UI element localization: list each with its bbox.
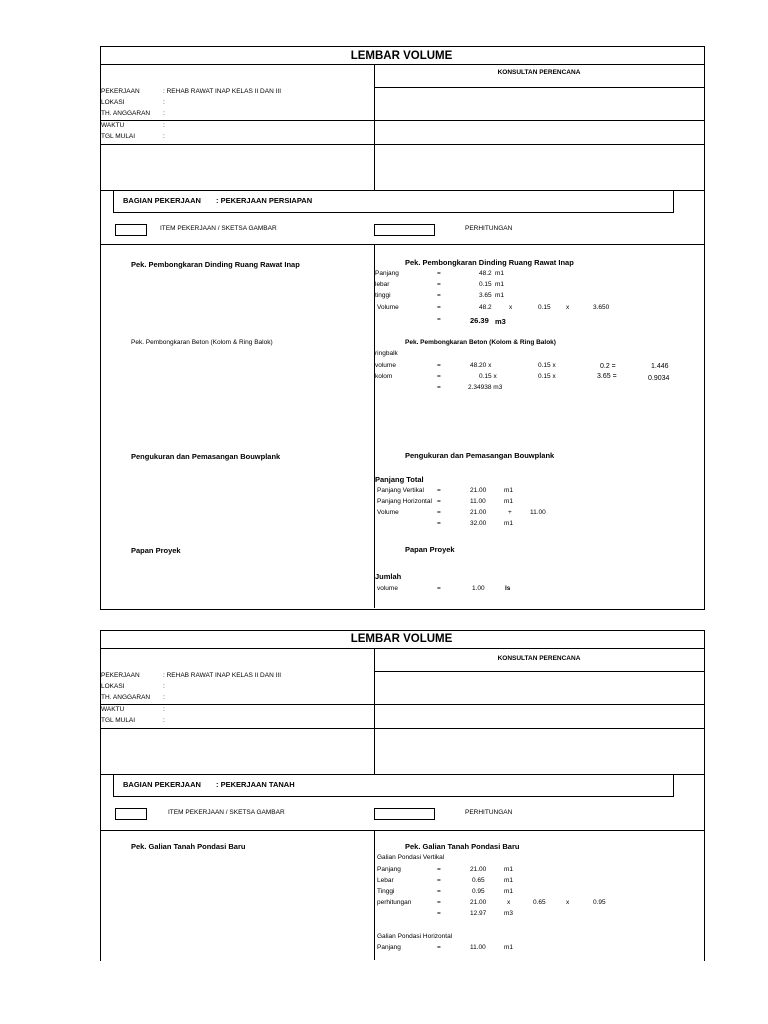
calc-op: x <box>509 304 513 311</box>
calc-label: Lebar <box>377 877 394 884</box>
calc-value: 0.95 <box>472 888 485 895</box>
calc-label: Volume <box>377 304 399 311</box>
calc-eq: = <box>437 877 441 884</box>
calc-title: Pengukuran dan Pemasangan Bouwplank <box>405 451 555 460</box>
calc-value: 0.65 <box>472 877 485 884</box>
bagian-label: BAGIAN PEKERJAAN <box>123 196 201 205</box>
info-label: TH. ANGGARAN <box>101 694 151 701</box>
calc-value: 48.2 <box>479 270 492 277</box>
info-value: : REHAB RAWAT INAP KELAS II DAN III <box>163 672 281 679</box>
konsultan-label: KONSULTAN PERENCANA <box>497 655 581 662</box>
calc-title: Pek. Pembongkaran Beton (Kolom & Ring Balok) <box>405 339 556 346</box>
calc-eq: = <box>437 281 441 288</box>
left-item: Pengukuran dan Pemasangan Bouwplank <box>131 452 281 461</box>
calc-unit: m3 <box>504 910 514 917</box>
calc-value: 0.15 x <box>538 373 556 380</box>
calc-title: Pek. Galian Tanah Pondasi Baru <box>405 842 520 851</box>
calc-op: x <box>566 899 570 906</box>
calc-eq: = <box>437 384 441 391</box>
calc-value: 3.650 <box>593 304 610 311</box>
calc-eq: = <box>437 373 441 380</box>
calc-value: 11.00 <box>470 944 486 951</box>
calc-value: 0.15 x <box>538 362 556 369</box>
calc-unit: m1 <box>504 877 514 884</box>
calc-eq: = <box>437 585 441 592</box>
calc-eq: = <box>437 910 441 917</box>
item-header-box <box>115 224 147 236</box>
calc-unit: m1 <box>504 888 514 895</box>
left-item: Pek. Pembongkaran Beton (Kolom & Ring Balok) <box>131 339 273 346</box>
info-value: : <box>163 99 165 106</box>
calc-eq: = <box>437 292 441 299</box>
bagian-value: : PEKERJAAN TANAH <box>216 780 295 789</box>
calc-eq: = <box>437 899 441 906</box>
info-value: : <box>163 694 165 701</box>
calc-eq: = <box>437 487 441 494</box>
calc-value: 0.15 x <box>479 373 497 380</box>
left-item: Pek. Galian Tanah Pondasi Baru <box>131 842 246 851</box>
calc-unit: m1 <box>495 292 505 299</box>
perhitungan-header: PERHITUNGAN <box>465 225 513 232</box>
calc-label: Panjang Horizontal <box>377 498 432 505</box>
calc-value: 0.65 <box>533 899 546 906</box>
calc-title: Papan Proyek <box>405 545 455 554</box>
left-item: Pek. Pembongkaran Dinding Ruang Rawat Inap <box>131 260 300 269</box>
calc-label: Panjang Vertikal <box>377 487 424 494</box>
calc-label: Tinggi <box>377 888 395 895</box>
info-label: PEKERJAAN <box>101 88 140 95</box>
bagian-label: BAGIAN PEKERJAAN <box>123 780 201 789</box>
calc-label: Volume <box>377 509 399 516</box>
calc-sub: ringbalk <box>375 350 398 357</box>
konsultan-label: KONSULTAN PERENCANA <box>497 69 581 76</box>
calc-unit: m1 <box>504 498 514 505</box>
calc-unit: m1 <box>495 281 505 288</box>
calc-label: volume <box>377 585 398 592</box>
calc-sub: Galian Pondasi Vertikal <box>377 854 445 861</box>
calc-unit: m1 <box>495 270 505 277</box>
calc-value: 21.00 <box>470 487 487 494</box>
item-header: ITEM PEKERJAAN / SKETSA GAMBAR <box>160 225 277 232</box>
calc-unit: m1 <box>504 520 514 527</box>
calc-value: 21.00 <box>470 899 487 906</box>
calc-value: 21.00 <box>470 866 487 873</box>
calc-value: 21.00 <box>470 509 487 516</box>
item-header-box <box>115 808 147 820</box>
info-value: : REHAB RAWAT INAP KELAS II DAN III <box>163 88 281 95</box>
perhitungan-header: PERHITUNGAN <box>465 809 513 816</box>
calc-label: lebar <box>375 281 390 288</box>
calc-op: x <box>507 899 511 906</box>
calc-unit: m1 <box>504 944 514 951</box>
calc-value: 12.97 <box>470 910 487 917</box>
item-header: ITEM PEKERJAAN / SKETSA GAMBAR <box>168 809 285 816</box>
calc-value: 11.00 <box>470 498 486 505</box>
info-value: : <box>163 110 165 117</box>
calc-value: 11.00 <box>530 509 546 516</box>
calc-unit: m1 <box>504 487 514 494</box>
calc-eq: = <box>437 866 441 873</box>
calc-op: x <box>566 304 570 311</box>
calc-title: Pek. Pembongkaran Dinding Ruang Rawat Inap <box>405 258 574 267</box>
calc-value: 0.2 = <box>600 363 616 370</box>
info-value: : <box>163 706 165 713</box>
calc-value: 1.00 <box>472 585 485 592</box>
calc-label: Panjang <box>375 270 399 277</box>
calc-result: 26.39 <box>470 316 489 325</box>
info-value: : <box>163 133 165 140</box>
info-value: : <box>163 683 165 690</box>
calc-label: Panjang <box>377 866 401 873</box>
info-value: : <box>163 122 165 129</box>
calc-value: 48.2 <box>479 304 492 311</box>
calc-value: 0.15 <box>538 304 551 311</box>
calc-value: 3.65 <box>479 292 492 299</box>
calc-label: perhitungan <box>377 899 412 906</box>
info-label: TGL MULAI <box>101 717 136 724</box>
calc-value: 0.95 <box>593 899 606 906</box>
calc-value: 32.00 <box>470 520 487 527</box>
calc-sub: Jumlah <box>375 572 402 581</box>
calc-label: kolom <box>375 373 393 380</box>
calc-value: 0.15 <box>479 281 492 288</box>
calc-eq: = <box>437 362 441 369</box>
perhitungan-header-box <box>374 808 435 820</box>
perhitungan-header-box <box>374 224 435 236</box>
info-label: WAKTU <box>101 706 125 713</box>
calc-label: volume <box>375 362 396 369</box>
info-label: WAKTU <box>101 122 125 129</box>
calc-result: 0.9034 <box>648 375 670 382</box>
calc-eq: = <box>437 498 441 505</box>
calc-eq: = <box>437 270 441 277</box>
calc-unit: ls <box>505 585 511 592</box>
bagian-value: : PEKERJAAN PERSIAPAN <box>216 196 313 205</box>
info-label: TH. ANGGARAN <box>101 110 151 117</box>
calc-unit: m1 <box>504 866 514 873</box>
info-value: : <box>163 717 165 724</box>
calc-label: tinggi <box>375 292 391 299</box>
calc-unit: m3 <box>495 317 506 326</box>
calc-value: 3.65 = <box>597 373 617 380</box>
calc-result: 2.34938 m3 <box>468 384 503 391</box>
calc-eq: = <box>437 944 441 951</box>
calc-sub: Galian Pondasi Horizontal <box>377 933 453 940</box>
calc-eq: = <box>437 888 441 895</box>
calc-eq: = <box>437 304 441 311</box>
info-label: LOKASI <box>101 99 125 106</box>
info-label: TGL MULAI <box>101 133 136 140</box>
left-item: Papan Proyek <box>131 546 181 555</box>
calc-label: Panjang <box>377 944 401 951</box>
sheet-frame <box>100 46 705 610</box>
info-label: LOKASI <box>101 683 125 690</box>
calc-result: 1.446 <box>651 363 669 370</box>
info-label: PEKERJAAN <box>101 672 140 679</box>
calc-eq: = <box>437 316 441 323</box>
sheet-title: LEMBAR VOLUME <box>350 50 453 62</box>
sheet-title: LEMBAR VOLUME <box>350 633 453 645</box>
calc-eq: = <box>437 520 441 527</box>
calc-op: + <box>508 509 512 516</box>
calc-eq: = <box>437 509 441 516</box>
calc-value: 48.20 x <box>470 362 492 369</box>
calc-sub: Panjang Total <box>375 475 424 484</box>
